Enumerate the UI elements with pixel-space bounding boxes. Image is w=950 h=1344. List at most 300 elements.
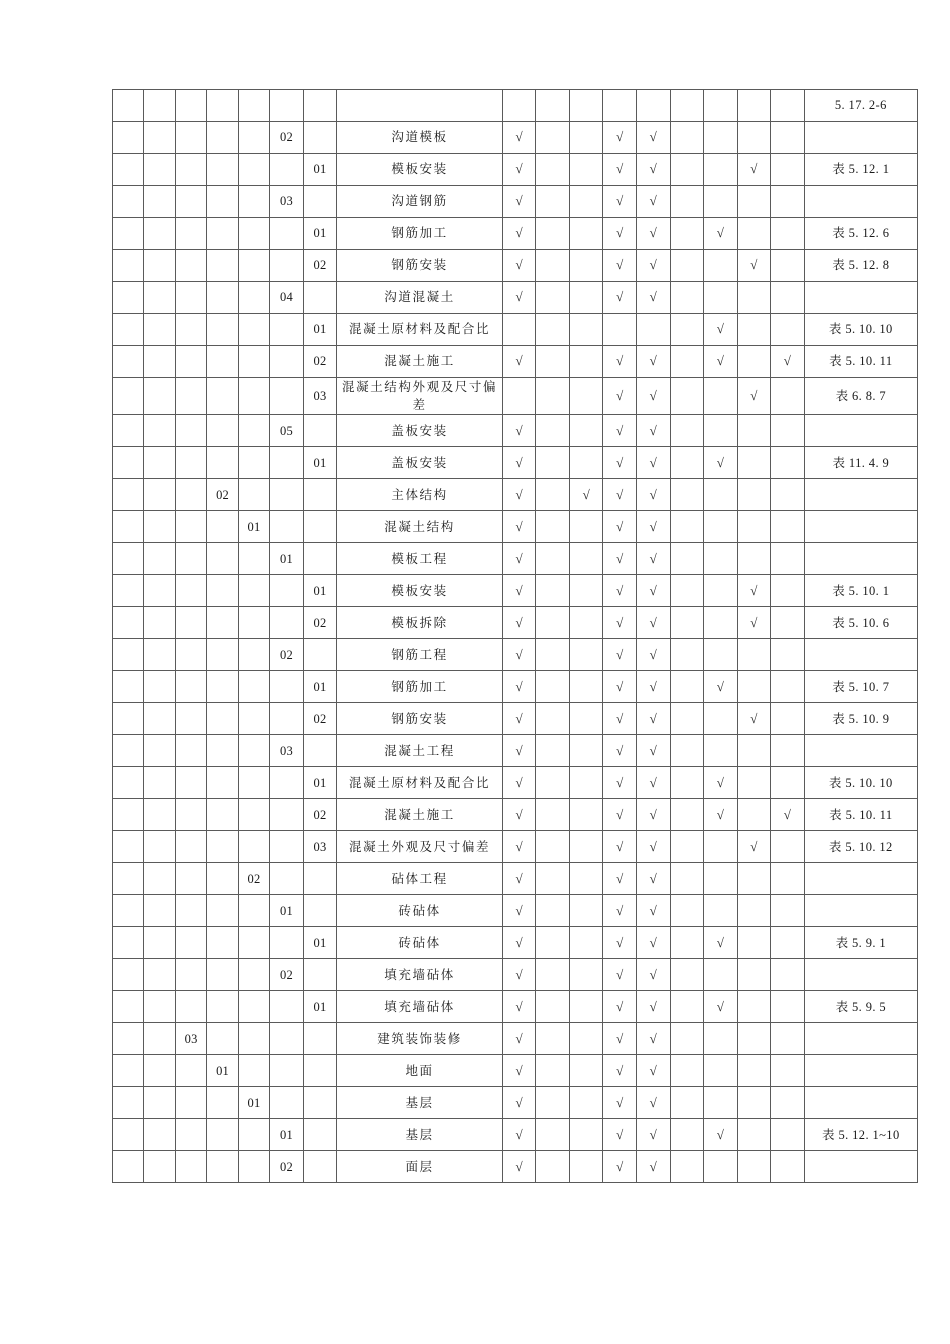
- check-cell-5[interactable]: [636, 607, 670, 639]
- check-cell-5[interactable]: [636, 218, 670, 250]
- check-cell-4[interactable]: [603, 831, 637, 863]
- check-cell-7[interactable]: [704, 639, 738, 671]
- check-cell-5[interactable]: [636, 799, 670, 831]
- check-cell-8[interactable]: [737, 959, 771, 991]
- check-cell-6[interactable]: [670, 282, 704, 314]
- check-cell-2[interactable]: [536, 250, 570, 282]
- check-cell-5[interactable]: [636, 415, 670, 447]
- check-cell-8[interactable]: [737, 1087, 771, 1119]
- check-cell-6[interactable]: [670, 703, 704, 735]
- check-cell-5[interactable]: [636, 154, 670, 186]
- check-cell-1[interactable]: [502, 378, 536, 415]
- check-cell-7[interactable]: [704, 186, 738, 218]
- check-cell-2[interactable]: [536, 927, 570, 959]
- check-cell-7[interactable]: [704, 703, 738, 735]
- check-cell-1[interactable]: [502, 895, 536, 927]
- check-cell-7[interactable]: [704, 543, 738, 575]
- check-cell-2[interactable]: [536, 1023, 570, 1055]
- check-cell-3[interactable]: [569, 282, 603, 314]
- check-cell-4[interactable]: [603, 927, 637, 959]
- check-cell-1[interactable]: [502, 703, 536, 735]
- check-cell-3[interactable]: [569, 703, 603, 735]
- check-cell-1[interactable]: [502, 1023, 536, 1055]
- check-cell-3[interactable]: [569, 767, 603, 799]
- check-cell-2[interactable]: [536, 639, 570, 671]
- check-cell-8[interactable]: [737, 154, 771, 186]
- check-cell-2[interactable]: [536, 282, 570, 314]
- check-cell-7[interactable]: [704, 863, 738, 895]
- check-cell-8[interactable]: [737, 1055, 771, 1087]
- check-cell-5[interactable]: [636, 895, 670, 927]
- check-cell-7[interactable]: [704, 991, 738, 1023]
- check-cell-6[interactable]: [670, 1023, 704, 1055]
- check-cell-4[interactable]: [603, 186, 637, 218]
- check-cell-3[interactable]: [569, 927, 603, 959]
- check-cell-7[interactable]: [704, 799, 738, 831]
- check-cell-2[interactable]: [536, 671, 570, 703]
- check-cell-4[interactable]: [603, 895, 637, 927]
- check-cell-3[interactable]: [569, 863, 603, 895]
- check-cell-5[interactable]: [636, 735, 670, 767]
- check-cell-6[interactable]: [670, 250, 704, 282]
- check-cell-6[interactable]: [670, 991, 704, 1023]
- check-cell-5[interactable]: [636, 959, 670, 991]
- check-cell-1[interactable]: [502, 831, 536, 863]
- check-cell-7[interactable]: [704, 1119, 738, 1151]
- check-cell-9[interactable]: [771, 575, 805, 607]
- check-cell-9[interactable]: [771, 154, 805, 186]
- check-cell-2[interactable]: [536, 735, 570, 767]
- check-cell-2[interactable]: [536, 1151, 570, 1183]
- check-cell-3[interactable]: [569, 959, 603, 991]
- check-cell-3[interactable]: [569, 415, 603, 447]
- check-cell-7[interactable]: [704, 927, 738, 959]
- check-cell-9[interactable]: [771, 1087, 805, 1119]
- check-cell-8[interactable]: [737, 671, 771, 703]
- check-cell-8[interactable]: [737, 735, 771, 767]
- check-cell-5[interactable]: [636, 991, 670, 1023]
- check-cell-9[interactable]: [771, 511, 805, 543]
- check-cell-6[interactable]: [670, 607, 704, 639]
- check-cell-5[interactable]: [636, 186, 670, 218]
- check-cell-5[interactable]: [636, 927, 670, 959]
- check-cell-7[interactable]: [704, 479, 738, 511]
- check-cell-9[interactable]: [771, 831, 805, 863]
- check-cell-5[interactable]: [636, 767, 670, 799]
- check-cell-1[interactable]: [502, 543, 536, 575]
- check-cell-3[interactable]: [569, 543, 603, 575]
- check-cell-6[interactable]: [670, 1151, 704, 1183]
- check-cell-9[interactable]: [771, 122, 805, 154]
- check-cell-9[interactable]: [771, 282, 805, 314]
- check-cell-8[interactable]: [737, 703, 771, 735]
- check-cell-6[interactable]: [670, 543, 704, 575]
- check-cell-6[interactable]: [670, 735, 704, 767]
- check-cell-9[interactable]: [771, 415, 805, 447]
- check-cell-8[interactable]: [737, 218, 771, 250]
- check-cell-5[interactable]: [636, 543, 670, 575]
- check-cell-1[interactable]: [502, 282, 536, 314]
- check-cell-2[interactable]: [536, 1087, 570, 1119]
- check-cell-4[interactable]: [603, 122, 637, 154]
- check-cell-3[interactable]: [569, 575, 603, 607]
- check-cell-1[interactable]: [502, 639, 536, 671]
- check-cell-8[interactable]: [737, 863, 771, 895]
- check-cell-5[interactable]: [636, 1087, 670, 1119]
- check-cell-6[interactable]: [670, 1055, 704, 1087]
- check-cell-8[interactable]: [737, 639, 771, 671]
- check-cell-1[interactable]: [502, 607, 536, 639]
- check-cell-6[interactable]: [670, 831, 704, 863]
- check-cell-9[interactable]: [771, 447, 805, 479]
- check-cell-8[interactable]: [737, 831, 771, 863]
- check-cell-8[interactable]: [737, 346, 771, 378]
- check-cell-6[interactable]: [670, 1119, 704, 1151]
- check-cell-6[interactable]: [670, 1087, 704, 1119]
- check-cell-5[interactable]: [636, 282, 670, 314]
- check-cell-6[interactable]: [670, 218, 704, 250]
- check-cell-4[interactable]: [603, 415, 637, 447]
- check-cell-3[interactable]: [569, 991, 603, 1023]
- check-cell-4[interactable]: [603, 346, 637, 378]
- check-cell-9[interactable]: [771, 314, 805, 346]
- check-cell-1[interactable]: [502, 799, 536, 831]
- check-cell-7[interactable]: [704, 575, 738, 607]
- check-cell-7[interactable]: [704, 314, 738, 346]
- check-cell-7[interactable]: [704, 1087, 738, 1119]
- check-cell-1[interactable]: [502, 735, 536, 767]
- check-cell-5[interactable]: [636, 863, 670, 895]
- check-cell-5[interactable]: [636, 575, 670, 607]
- check-cell-3[interactable]: [569, 671, 603, 703]
- check-cell-5[interactable]: [636, 511, 670, 543]
- check-cell-3[interactable]: [569, 154, 603, 186]
- check-cell-7[interactable]: [704, 90, 738, 122]
- check-cell-4[interactable]: [603, 639, 637, 671]
- check-cell-3[interactable]: [569, 122, 603, 154]
- check-cell-1[interactable]: [502, 1087, 536, 1119]
- check-cell-4[interactable]: [603, 671, 637, 703]
- check-cell-2[interactable]: [536, 607, 570, 639]
- check-cell-6[interactable]: [670, 575, 704, 607]
- check-cell-3[interactable]: [569, 1055, 603, 1087]
- check-cell-8[interactable]: [737, 479, 771, 511]
- check-cell-3[interactable]: [569, 1119, 603, 1151]
- check-cell-4[interactable]: [603, 543, 637, 575]
- check-cell-3[interactable]: [569, 607, 603, 639]
- check-cell-9[interactable]: [771, 90, 805, 122]
- check-cell-5[interactable]: [636, 1023, 670, 1055]
- check-cell-9[interactable]: [771, 218, 805, 250]
- check-cell-1[interactable]: [502, 671, 536, 703]
- check-cell-8[interactable]: [737, 415, 771, 447]
- check-cell-2[interactable]: [536, 543, 570, 575]
- check-cell-2[interactable]: [536, 122, 570, 154]
- check-cell-5[interactable]: [636, 447, 670, 479]
- check-cell-9[interactable]: [771, 1151, 805, 1183]
- check-cell-8[interactable]: [737, 122, 771, 154]
- check-cell-7[interactable]: [704, 346, 738, 378]
- check-cell-1[interactable]: [502, 1151, 536, 1183]
- check-cell-8[interactable]: [737, 927, 771, 959]
- check-cell-1[interactable]: [502, 186, 536, 218]
- check-cell-3[interactable]: [569, 735, 603, 767]
- check-cell-9[interactable]: [771, 250, 805, 282]
- check-cell-1[interactable]: [502, 218, 536, 250]
- check-cell-6[interactable]: [670, 378, 704, 415]
- check-cell-6[interactable]: [670, 799, 704, 831]
- check-cell-7[interactable]: [704, 378, 738, 415]
- check-cell-2[interactable]: [536, 575, 570, 607]
- check-cell-1[interactable]: [502, 346, 536, 378]
- check-cell-3[interactable]: [569, 639, 603, 671]
- check-cell-4[interactable]: [603, 250, 637, 282]
- check-cell-2[interactable]: [536, 959, 570, 991]
- check-cell-9[interactable]: [771, 895, 805, 927]
- check-cell-8[interactable]: [737, 282, 771, 314]
- check-cell-4[interactable]: [603, 703, 637, 735]
- check-cell-6[interactable]: [670, 346, 704, 378]
- check-cell-3[interactable]: [569, 511, 603, 543]
- check-cell-1[interactable]: [502, 122, 536, 154]
- check-cell-5[interactable]: [636, 479, 670, 511]
- check-cell-8[interactable]: [737, 767, 771, 799]
- check-cell-7[interactable]: [704, 154, 738, 186]
- check-cell-6[interactable]: [670, 186, 704, 218]
- check-cell-9[interactable]: [771, 671, 805, 703]
- check-cell-1[interactable]: [502, 90, 536, 122]
- check-cell-8[interactable]: [737, 90, 771, 122]
- check-cell-3[interactable]: [569, 1023, 603, 1055]
- check-cell-9[interactable]: [771, 1023, 805, 1055]
- check-cell-7[interactable]: [704, 511, 738, 543]
- check-cell-9[interactable]: [771, 1119, 805, 1151]
- check-cell-8[interactable]: [737, 1151, 771, 1183]
- check-cell-9[interactable]: [771, 378, 805, 415]
- check-cell-3[interactable]: [569, 378, 603, 415]
- check-cell-6[interactable]: [670, 314, 704, 346]
- check-cell-7[interactable]: [704, 250, 738, 282]
- check-cell-8[interactable]: [737, 991, 771, 1023]
- check-cell-9[interactable]: [771, 543, 805, 575]
- check-cell-1[interactable]: [502, 1119, 536, 1151]
- check-cell-1[interactable]: [502, 959, 536, 991]
- check-cell-8[interactable]: [737, 378, 771, 415]
- check-cell-2[interactable]: [536, 767, 570, 799]
- check-cell-9[interactable]: [771, 959, 805, 991]
- check-cell-4[interactable]: [603, 863, 637, 895]
- check-cell-5[interactable]: [636, 122, 670, 154]
- check-cell-6[interactable]: [670, 154, 704, 186]
- check-cell-1[interactable]: [502, 863, 536, 895]
- check-cell-2[interactable]: [536, 799, 570, 831]
- check-cell-5[interactable]: [636, 639, 670, 671]
- check-cell-2[interactable]: [536, 186, 570, 218]
- check-cell-2[interactable]: [536, 479, 570, 511]
- check-cell-9[interactable]: [771, 863, 805, 895]
- check-cell-1[interactable]: [502, 415, 536, 447]
- check-cell-2[interactable]: [536, 415, 570, 447]
- check-cell-4[interactable]: [603, 90, 637, 122]
- check-cell-6[interactable]: [670, 639, 704, 671]
- check-cell-9[interactable]: [771, 735, 805, 767]
- check-cell-3[interactable]: [569, 186, 603, 218]
- check-cell-7[interactable]: [704, 1023, 738, 1055]
- check-cell-6[interactable]: [670, 511, 704, 543]
- check-cell-3[interactable]: [569, 346, 603, 378]
- check-cell-1[interactable]: [502, 447, 536, 479]
- check-cell-7[interactable]: [704, 959, 738, 991]
- check-cell-7[interactable]: [704, 122, 738, 154]
- check-cell-7[interactable]: [704, 1055, 738, 1087]
- check-cell-8[interactable]: [737, 186, 771, 218]
- check-cell-3[interactable]: [569, 799, 603, 831]
- check-cell-4[interactable]: [603, 282, 637, 314]
- check-cell-3[interactable]: [569, 831, 603, 863]
- check-cell-2[interactable]: [536, 511, 570, 543]
- check-cell-3[interactable]: [569, 90, 603, 122]
- check-cell-9[interactable]: [771, 639, 805, 671]
- check-cell-2[interactable]: [536, 90, 570, 122]
- check-cell-5[interactable]: [636, 314, 670, 346]
- check-cell-3[interactable]: [569, 1151, 603, 1183]
- check-cell-8[interactable]: [737, 511, 771, 543]
- check-cell-5[interactable]: [636, 1151, 670, 1183]
- check-cell-2[interactable]: [536, 1055, 570, 1087]
- check-cell-8[interactable]: [737, 607, 771, 639]
- check-cell-4[interactable]: [603, 154, 637, 186]
- check-cell-8[interactable]: [737, 575, 771, 607]
- check-cell-1[interactable]: [502, 991, 536, 1023]
- check-cell-2[interactable]: [536, 895, 570, 927]
- check-cell-4[interactable]: [603, 314, 637, 346]
- check-cell-4[interactable]: [603, 1151, 637, 1183]
- check-cell-9[interactable]: [771, 703, 805, 735]
- check-cell-6[interactable]: [670, 927, 704, 959]
- check-cell-7[interactable]: [704, 735, 738, 767]
- check-cell-5[interactable]: [636, 831, 670, 863]
- check-cell-5[interactable]: [636, 703, 670, 735]
- check-cell-8[interactable]: [737, 1119, 771, 1151]
- check-cell-2[interactable]: [536, 218, 570, 250]
- check-cell-8[interactable]: [737, 447, 771, 479]
- check-cell-2[interactable]: [536, 314, 570, 346]
- check-cell-4[interactable]: [603, 575, 637, 607]
- check-cell-8[interactable]: [737, 314, 771, 346]
- check-cell-6[interactable]: [670, 671, 704, 703]
- check-cell-2[interactable]: [536, 991, 570, 1023]
- check-cell-4[interactable]: [603, 1087, 637, 1119]
- check-cell-9[interactable]: [771, 799, 805, 831]
- check-cell-5[interactable]: [636, 250, 670, 282]
- check-cell-4[interactable]: [603, 218, 637, 250]
- check-cell-4[interactable]: [603, 1023, 637, 1055]
- check-cell-5[interactable]: [636, 1055, 670, 1087]
- check-cell-8[interactable]: [737, 799, 771, 831]
- check-cell-6[interactable]: [670, 479, 704, 511]
- check-cell-1[interactable]: [502, 1055, 536, 1087]
- check-cell-6[interactable]: [670, 863, 704, 895]
- check-cell-9[interactable]: [771, 767, 805, 799]
- check-cell-7[interactable]: [704, 282, 738, 314]
- check-cell-1[interactable]: [502, 250, 536, 282]
- check-cell-2[interactable]: [536, 378, 570, 415]
- check-cell-7[interactable]: [704, 831, 738, 863]
- check-cell-2[interactable]: [536, 703, 570, 735]
- check-cell-3[interactable]: [569, 1087, 603, 1119]
- check-cell-4[interactable]: [603, 447, 637, 479]
- check-cell-7[interactable]: [704, 671, 738, 703]
- check-cell-4[interactable]: [603, 607, 637, 639]
- check-cell-9[interactable]: [771, 991, 805, 1023]
- check-cell-1[interactable]: [502, 575, 536, 607]
- check-cell-6[interactable]: [670, 895, 704, 927]
- check-cell-7[interactable]: [704, 447, 738, 479]
- check-cell-3[interactable]: [569, 250, 603, 282]
- check-cell-7[interactable]: [704, 1151, 738, 1183]
- check-cell-8[interactable]: [737, 1023, 771, 1055]
- check-cell-3[interactable]: [569, 218, 603, 250]
- check-cell-5[interactable]: [636, 346, 670, 378]
- check-cell-4[interactable]: [603, 1055, 637, 1087]
- check-cell-1[interactable]: [502, 927, 536, 959]
- check-cell-7[interactable]: [704, 218, 738, 250]
- check-cell-9[interactable]: [771, 927, 805, 959]
- check-cell-2[interactable]: [536, 863, 570, 895]
- check-cell-7[interactable]: [704, 895, 738, 927]
- check-cell-4[interactable]: [603, 991, 637, 1023]
- check-cell-7[interactable]: [704, 767, 738, 799]
- check-cell-8[interactable]: [737, 250, 771, 282]
- check-cell-7[interactable]: [704, 607, 738, 639]
- check-cell-8[interactable]: [737, 895, 771, 927]
- check-cell-4[interactable]: [603, 479, 637, 511]
- check-cell-5[interactable]: [636, 90, 670, 122]
- check-cell-2[interactable]: [536, 154, 570, 186]
- check-cell-4[interactable]: [603, 959, 637, 991]
- check-cell-9[interactable]: [771, 1055, 805, 1087]
- check-cell-3[interactable]: [569, 479, 603, 511]
- check-cell-4[interactable]: [603, 511, 637, 543]
- check-cell-6[interactable]: [670, 959, 704, 991]
- check-cell-9[interactable]: [771, 479, 805, 511]
- check-cell-1[interactable]: [502, 511, 536, 543]
- check-cell-6[interactable]: [670, 447, 704, 479]
- check-cell-7[interactable]: [704, 415, 738, 447]
- check-cell-6[interactable]: [670, 415, 704, 447]
- check-cell-5[interactable]: [636, 671, 670, 703]
- check-cell-2[interactable]: [536, 831, 570, 863]
- check-cell-4[interactable]: [603, 767, 637, 799]
- check-cell-4[interactable]: [603, 1119, 637, 1151]
- check-cell-2[interactable]: [536, 346, 570, 378]
- check-cell-4[interactable]: [603, 799, 637, 831]
- check-cell-8[interactable]: [737, 543, 771, 575]
- check-cell-6[interactable]: [670, 122, 704, 154]
- check-cell-3[interactable]: [569, 895, 603, 927]
- check-cell-1[interactable]: [502, 314, 536, 346]
- check-cell-6[interactable]: [670, 767, 704, 799]
- check-cell-1[interactable]: [502, 154, 536, 186]
- check-cell-1[interactable]: [502, 767, 536, 799]
- check-cell-9[interactable]: [771, 607, 805, 639]
- check-cell-5[interactable]: [636, 1119, 670, 1151]
- check-cell-3[interactable]: [569, 447, 603, 479]
- check-cell-9[interactable]: [771, 186, 805, 218]
- check-cell-4[interactable]: [603, 735, 637, 767]
- check-cell-5[interactable]: [636, 378, 670, 415]
- check-cell-2[interactable]: [536, 447, 570, 479]
